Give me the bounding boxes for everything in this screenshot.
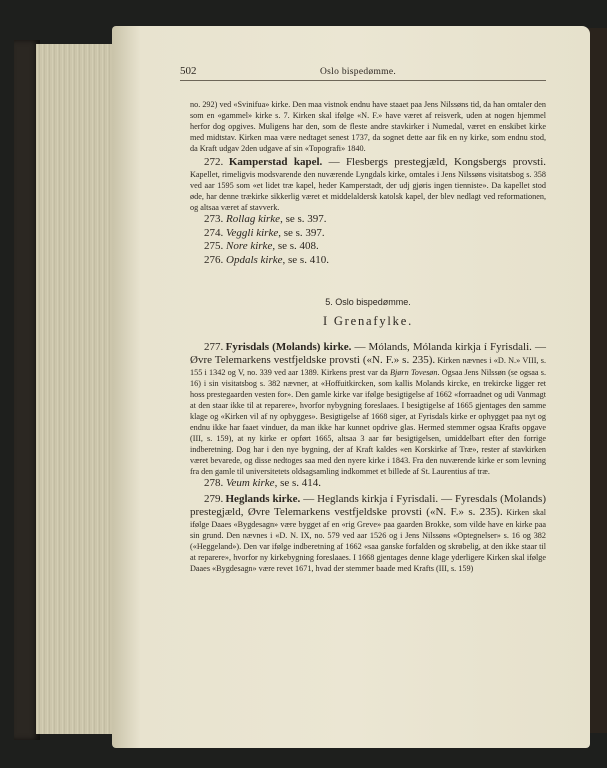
reference-item [204, 254, 546, 268]
reference-page: , se s. 410. [282, 253, 329, 266]
page-header [180, 66, 546, 81]
reference-page: , se s. 397. [280, 213, 327, 225]
reference-number: 278. [204, 477, 224, 489]
entry-body: Kirken nævnes i «D. N.» VIII, s. 155 i 1342 og V, no. 339 ved aar 1389. Kirkens prest var da [190, 356, 546, 377]
reference-item [204, 213, 546, 227]
book-cover-right [587, 28, 607, 733]
entry-277 [190, 341, 546, 477]
entry-lead: — Flesbergs prestegjæld, Kongsbergs provsti. [322, 156, 547, 168]
page-number: 502 [180, 65, 197, 77]
entry-title: Kamperstad kapel. [228, 156, 323, 168]
entry-number: 277. [204, 341, 224, 353]
reference-number: 274. [204, 226, 224, 239]
reference-number: 275. [204, 240, 224, 252]
page-text [180, 65, 547, 574]
reference-list-b [190, 477, 546, 491]
reference-name: Veum kirke [226, 477, 275, 489]
reference-name: Veggli kirke [226, 226, 279, 239]
subsection-heading: I Grenafylke. [322, 314, 414, 328]
running-head: Oslo bispedømme. [320, 67, 397, 77]
entry-title: Fyrisdals (Molands) kirke. [225, 341, 352, 353]
reference-number: 273. [204, 213, 224, 225]
reference-name: Opdals kirke [226, 253, 283, 266]
reference-page: , se s. 397. [278, 226, 325, 239]
entry-body-italic: Bjørn Tovesøn [390, 368, 438, 377]
reference-name: Nore kirke [226, 240, 273, 252]
entry-272 [190, 156, 546, 213]
reference-item [204, 227, 546, 241]
entry-number: 272. [204, 156, 224, 168]
entry-body-cont: . Ogsaa Jens Nilssøn (se ogsaa s. 16) i sin visitatsbog s. 382 nævner, at «Hoffuitkircken, som kallis Molands kircke, en trekircke ligger ret hoss prestegaarden vesten for». Den gamle kirke var ifølge besigtigelse af 1662 «forraadnet og udi Vanmagt at den staar ikke til at reparere», hvorfor nybygning foreslaaes. I besigtigelse af 1665 gjentages den samme klage og «Kirken vil af ny opbygges». Besigtigelse af 1668 siger, at Fyrisdals kirke er ophygget paa nyt og endnu ikke har faaet vinduer, da man ikke har kunnet opdrive glas. Hermed stemmer ogsaa Krafts opgave (III, s. 159), at ny kirke er opført 1665, altsaa 3 aar før besigtigelsen, umiddelbart efter den forrige indberetning. Dog har i den nye bygning, der af Kraft kaldes «en Korskirke af Træ», rester af stavkirken været bevarede, og disse nedtoges saa med den nyere kirke i 1843. Fra den nuværende kirke er som levning fra den gamle til universitetets oldsagsamling indkommet et billede af St. Laurentius af træ. [190, 368, 546, 476]
reference-item [204, 477, 546, 491]
entry-number: 279. [204, 492, 224, 505]
section-heading: 5. Oslo bispedømme. [325, 297, 411, 307]
reference-page: , se s. 408. [272, 240, 319, 252]
paragraph-continued: no. 292) ved «Svinifua» kirke. Den maa vistnok endnu have staaet paa Jens Nilssøns tid, da han omtaler den som en «gammel» kirke s. 7. Kirken skal ifølge «N. F.» have været af reisverk, uden at nogen hjemmel herfor dog opgives. Muligens har den, som de fleste andre stavkirker i Numedal, været en enskibet kirke med midtstav. Kirken maa være nedtaget senest 1737, da sognet dette aar fik en ny kirke, som endnu stod, da Kraft udgav 2den udgave af sin «Topografi» 1840. [190, 100, 546, 153]
reference-page: , se s. 414. [274, 477, 322, 489]
reference-name: Rollag kirke [226, 213, 281, 225]
entry-lead: — Heglands kirkja í Fyrisdali. — Fyresdals (Molands) prestegjæld, Øvre Telemarkens vestfjeldske provsti («N. F.» s. 235). [190, 492, 546, 518]
entry-279 [190, 493, 546, 574]
entry-title: Heglands kirke. [225, 492, 301, 505]
page-edges [36, 44, 116, 734]
reference-list-a [190, 213, 546, 267]
reference-item [204, 240, 546, 254]
entry-body: Kapellet, rimeligvis modsvarende den nuværende Lyngdals kirke, omtales i Jens Nilssøns visitatsbog s. 358 ved aar 1595 som «et lidet træ kapel, heder Kamperstadt, der udj gjøris ingen tienniste». Da kapellet stod øde, har denne trækirke sikkerlig været et middelaldersk katolsk kapel, der blev nedlagt ved reformationen, og altsaa været af stavverk. [190, 170, 546, 212]
entry-lead: — Mólands, Mólanda kirkja í Fyrisdali. — Øvre Telemarkens vestfjeldske provsti («N. F.» s. 235). [190, 341, 546, 366]
entry-body: Kirken skal ifølge Daaes «Bygdesagn» være bygget af en «rig Greve» paa gaarden Brokke, som vilde have en kirke paa sin grund. Den nævnes i «D. N. IX, no. 579 ved aar 1526 og i Jens Nilssøns «Optegnelser» s. 16 og 382 («Heggeland»). Den var ifølge indberetning af 1662 «saa ganske forfalden og skrøbelig, at den ikke staar til at reparere», hvorfor ny kirkebygning foreslaaes. I 1668 gjentages denne klage yderligere Kirken skal ifølge Daaes «Bygdesagn» være revet 1671, hvad der stemmer baade med Krafts (III, s. 159) [190, 507, 546, 573]
reference-number: 276. [204, 253, 224, 266]
